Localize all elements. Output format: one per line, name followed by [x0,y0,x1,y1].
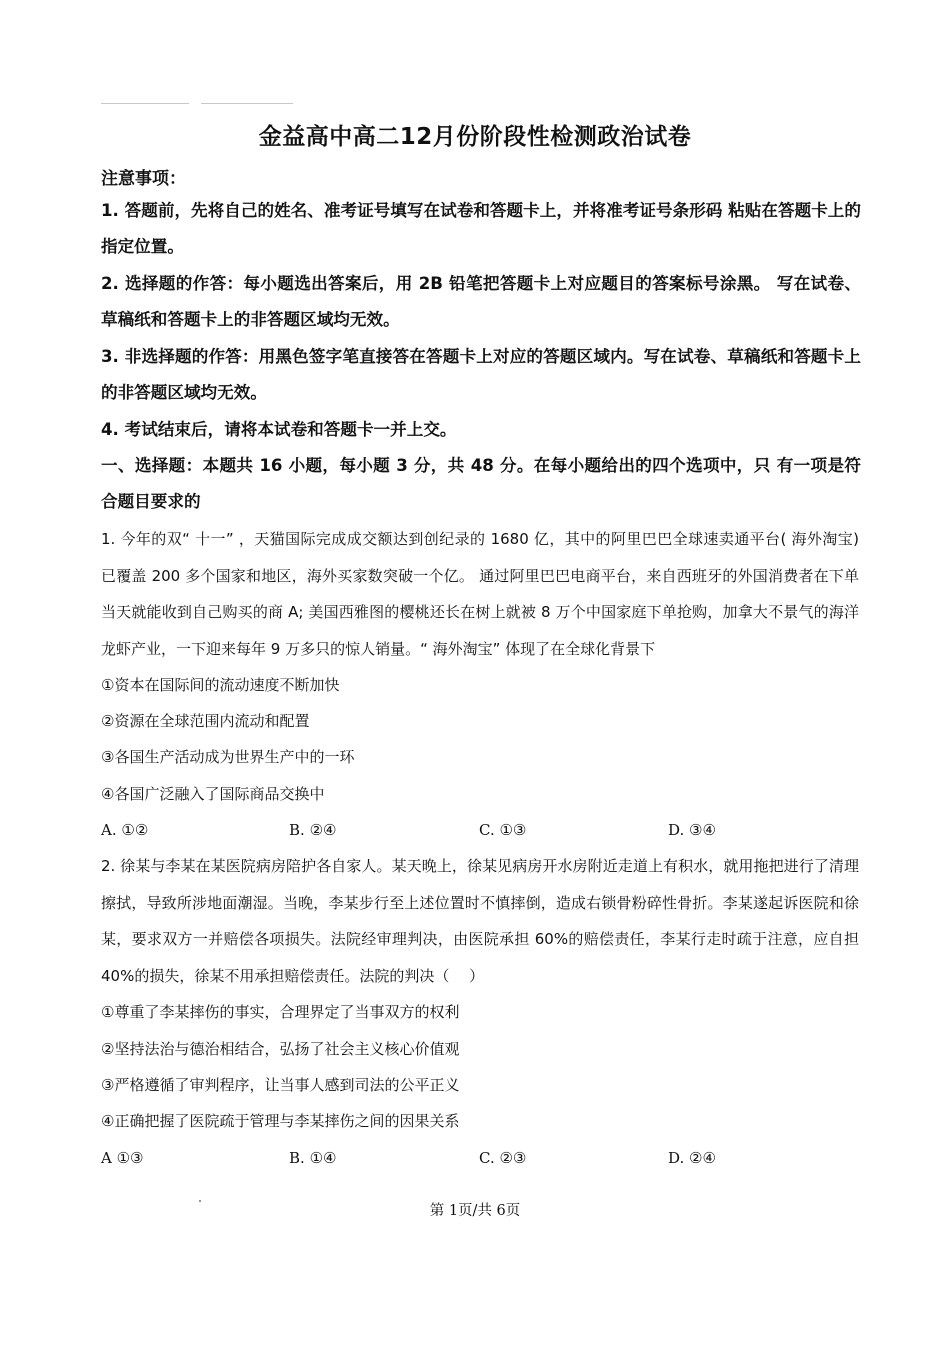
exam-title: 金益高中高二12月份阶段性检测政治试卷 [258,124,692,150]
question-2-stem: 2. 徐某与李某在某医院病房陪护各自家人。某天晚上，徐某见病房开水房附近走道上有积水，就用拖把进行了清理擦拭，导致所涉地面潮湿。当晚，李某步行至上述位置时不慎摔倒，造成右锁骨粉碎性骨折。李某遂起诉医院和徐某，要求双方一并赔偿各项损失。法院经审理判决，由医院承担 60%的赔偿责任，李某行走时疏于注意，应自担 40%的损失，徐某不用承担赔偿责任。法院的判决（ ） [101,857,859,985]
question-1-statement-3: ③各国生产活动成为世界生产中的一环 [101,748,355,766]
notice-item-3: 3. 非选择题的作答：用黑色签字笔直接答在答题卡上对应的答题区域内。写在试卷、草稿纸和答题卡上的非答题区域均无效。 [101,347,861,402]
question-1-statement-4: ④各国广泛融入了国际商品交换中 [101,785,325,803]
option-letter: C. [479,1149,500,1167]
question-2-option-c [479,1148,526,1168]
question-1-option-c [479,820,526,840]
notice-heading: 注意事项： [101,169,186,189]
question-1-option-b [289,820,336,840]
option-value: ①② [121,821,149,839]
option-value: ③④ [689,821,716,839]
notice-item-1: 1. 答题前，先将自己的姓名、准考证号填写在试卷和答题卡上，并将准考证号条形码 粘贴在答题卡上的指定位置。 [101,201,861,256]
option-value: ①④ [309,1149,337,1167]
option-letter: D. [668,821,690,839]
option-letter: C. [479,821,500,839]
option-value: ①③ [116,1149,144,1167]
section-heading: 一、选择题：本题共 16 小题，每小题 3 分，共 48 分。在每小题给出的四个选项中，只 有一项是符合题目要求的 [101,456,861,511]
page-footer: 第 1页/共 6页 [429,1203,521,1219]
option-value: ②③ [499,1149,527,1167]
option-letter: A. [101,821,122,839]
option-value: ②④ [309,821,337,839]
option-letter: B. [289,1149,310,1167]
question-2-statement-3: ③严格遵循了审判程序，让当事人感到司法的公平正义 [101,1076,460,1094]
option-value: ①③ [499,821,527,839]
top-divider-right [201,103,293,104]
question-2-option-a [101,1148,144,1168]
question-1-option-a [101,820,148,840]
question-2-statement-2: ②坚持法治与德治相结合，弘扬了社会主义核心价值观 [101,1040,460,1058]
option-letter: D. [668,1149,690,1167]
question-2-option-d [668,1148,716,1168]
question-1-stem: 1. 今年的双“ 十一” ，天猫国际完成成交额达到创纪录的 1680 亿，其中的阿里巴巴全球速卖通平台( 海外淘宝) 已覆盖 200 多个国家和地区，海外买家数突破一个亿。 通过阿里巴巴电商平台，来自西班牙的外国消费者在下单当天就能收到自己购买的商 A; 美国西雅图的樱桃还长在树上就被 8 万个中国家庭下单抢购，加拿大不景气的海洋龙虾产业，一下迎来每年 9 万多只的惊人销量。“ 海外淘宝” 体现了在全球化背景下 [101,530,859,658]
option-letter: B. [289,821,310,839]
question-1-option-d [668,820,716,840]
notice-item-4: 4. 考试结束后，请将本试卷和答题卡一并上交。 [101,420,457,439]
question-1-statement-2: ②资源在全球范围内流动和配置 [101,712,310,730]
question-2-option-b [289,1148,336,1168]
option-letter: A [101,1149,117,1167]
top-divider-left [101,103,189,104]
question-1-statement-1: ①资本在国际间的流动速度不断加快 [101,676,340,694]
notice-item-2: 2. 选择题的作答：每小题选出答案后，用 2B 铅笔把答题卡上对应题目的答案标号涂黑。 写在试卷、草稿纸和答题卡上的非答题区域均无效。 [101,274,861,329]
question-2-statement-1: ①尊重了李某摔伤的事实，合理界定了当事双方的权利 [101,1003,460,1021]
question-2-statement-4: ④正确把握了医院疏于管理与李某摔伤之间的因果关系 [101,1112,460,1130]
option-value: ②④ [689,1149,716,1167]
